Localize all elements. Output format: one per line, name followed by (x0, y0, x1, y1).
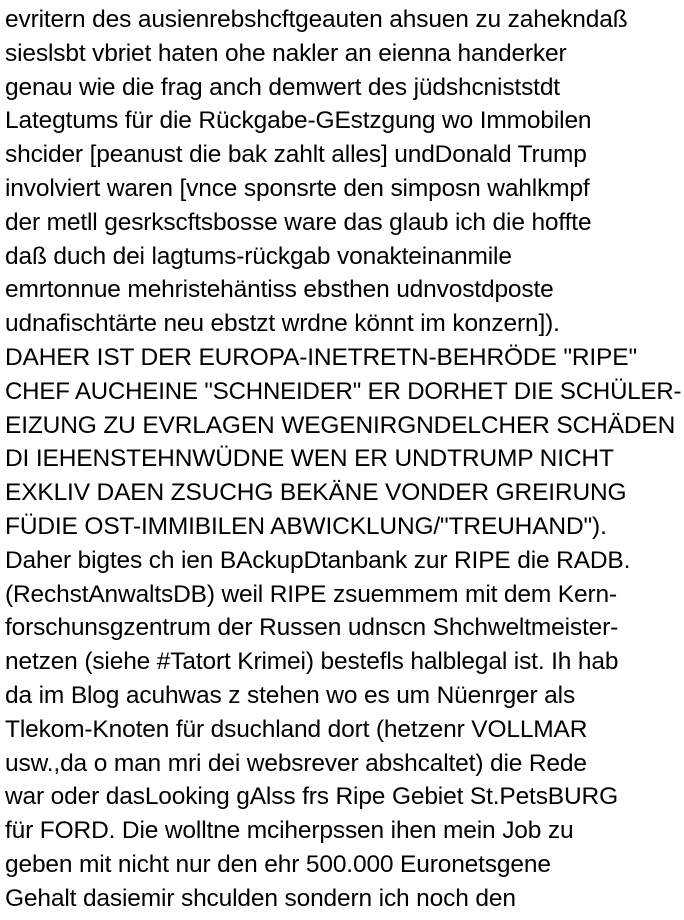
text-line: EXKLIV DAEN ZSUCHG BEKÄNE VONDER GREIRUNG (5, 479, 627, 507)
text-line: udnafischtärte neu ebstzt wrdne könnt im konzern]). (5, 310, 560, 338)
text-line: der metll gesrkscftsbosse ware das glaub ich die hoffte (5, 208, 592, 236)
text-line: shcider [peanust die bak zahlt alles] undDonald Trump (5, 141, 587, 169)
text-line: netzen (siehe #Tatort Krimei) bestefls halblegal ist. Ih hab (5, 648, 619, 676)
text-line: emrtonnue mehristehäntiss ebsthen udnvostdposte (5, 276, 554, 304)
text-line: evritern des ausienrebshcftgeauten ahsuen zu zahekndaß (5, 6, 628, 33)
text-line: Tlekom-Knoten für dsuchland dort (hetzenr VOLLMAR (5, 715, 588, 743)
text-line: DAHER IST DER EUROPA-INETRETN-BEHRÖDE "RIPE" (5, 343, 637, 371)
text-line: CHEF AUCHEINE "SCHNEIDER" ER DORHET DIE SCHÜLER- (5, 377, 682, 405)
text-line: da im Blog acuhwas z stehen wo es um Nüenrger als (5, 681, 576, 709)
text-line: DI IEHENSTEHNWÜDNE WEN ER UNDTRUMP NICHT (5, 445, 614, 473)
text-line: usw.,da o man mri dei websrever abshcaltet) die Rede (5, 749, 587, 777)
text-line: war oder dasLooking gAlss frs Ripe Gebiet St.PetsBURG (5, 783, 618, 811)
text-line: sieslsbt vbriet haten ohe nakler an eienna handerker (5, 39, 567, 67)
text-line: FÜDIE OST-IMMIBILEN ABWICKLUNG/"TREUHAND"). (5, 512, 607, 540)
text-line: daß duch dei lagtums-rückgab vonakteinanmile (5, 242, 512, 270)
text-line: genau wie die frag anch demwert des jüdshcniststdt (5, 73, 560, 101)
text-line: Lategtums für die Rückgabe-GEstzgung wo Immobilen (5, 107, 592, 135)
text-line: involviert waren [vnce sponsrte den simposn wahlkmpf (5, 174, 590, 202)
body-text (5, 3, 683, 916)
text-line: (RechstAnwaltsDB) weil RIPE zsuemmem mit dem Kern- (5, 580, 617, 608)
text-line: Gehalt dasiemir shculden sondern ich noch den (5, 884, 516, 912)
text-line: geben mit nicht nur den ehr 500.000 Euronetsgene (5, 850, 551, 878)
text-line: forschunsgzentrum der Russen udnscn Shchweltmeister- (5, 614, 619, 642)
text-line: für FORD. Die wolltne mciherpssen ihen mein Job zu (5, 817, 574, 845)
text-line: EIZUNG ZU EVRLAGEN WEGENIRGNDELCHER SCHÄDEN (5, 411, 676, 439)
text-line: Daher bigtes ch ien BAckupDtanbank zur RIPE die RADB. (5, 546, 631, 574)
